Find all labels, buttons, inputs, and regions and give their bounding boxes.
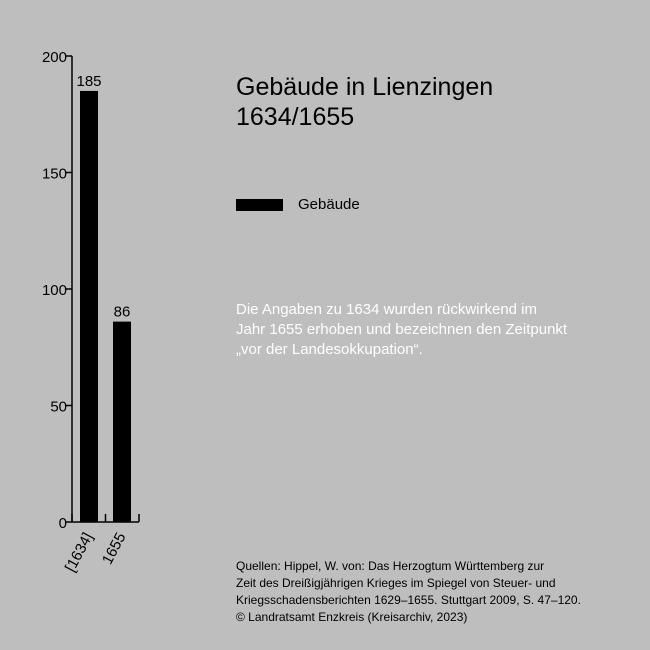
chart-title-line-2: 1634/1655 — [236, 103, 355, 131]
source-text — [236, 558, 636, 626]
data-label: 86 — [113, 303, 131, 321]
bar — [113, 322, 131, 522]
bar — [80, 91, 98, 522]
x-tick-label: 1655 — [98, 529, 130, 568]
y-tick-label: 100 — [41, 282, 67, 299]
chart-title-line-1: Gebäude in Lienzingen — [236, 73, 494, 101]
footnote-line-3: „vor der Landesokkupation“. — [236, 341, 423, 358]
y-tick-label: 0 — [58, 515, 67, 532]
y-tick-label: 200 — [41, 49, 67, 66]
source-line-2: Zeit des Dreißigjährigen Krieges im Spiegel von Steuer- und — [236, 576, 556, 590]
source-line-3: Kriegsschadensberichten 1629–1655. Stuttgart 2009, S. 47–120. — [236, 593, 581, 607]
legend — [236, 196, 360, 213]
chart-title — [236, 72, 493, 132]
footnote-line-2: Jahr 1655 erhoben und bezeichnen den Zeitpunkt — [236, 321, 568, 338]
x-tick-label: [1634] — [61, 529, 97, 575]
footnote-line-1: Die Angaben zu 1634 wurden rückwirkend im — [236, 301, 538, 318]
data-label: 185 — [76, 72, 102, 90]
source-line-1: Quellen: Hippel, W. von: Das Herzogtum Württemberg zur — [236, 559, 545, 573]
legend-label: Gebäude — [298, 196, 360, 213]
source-line-4: © Landratsamt Enzkreis (Kreisarchiv, 2023) — [236, 610, 468, 624]
y-tick-label: 150 — [41, 165, 67, 183]
legend-swatch — [236, 199, 283, 211]
y-tick-label: 50 — [50, 398, 67, 416]
footnote-text — [236, 300, 636, 360]
